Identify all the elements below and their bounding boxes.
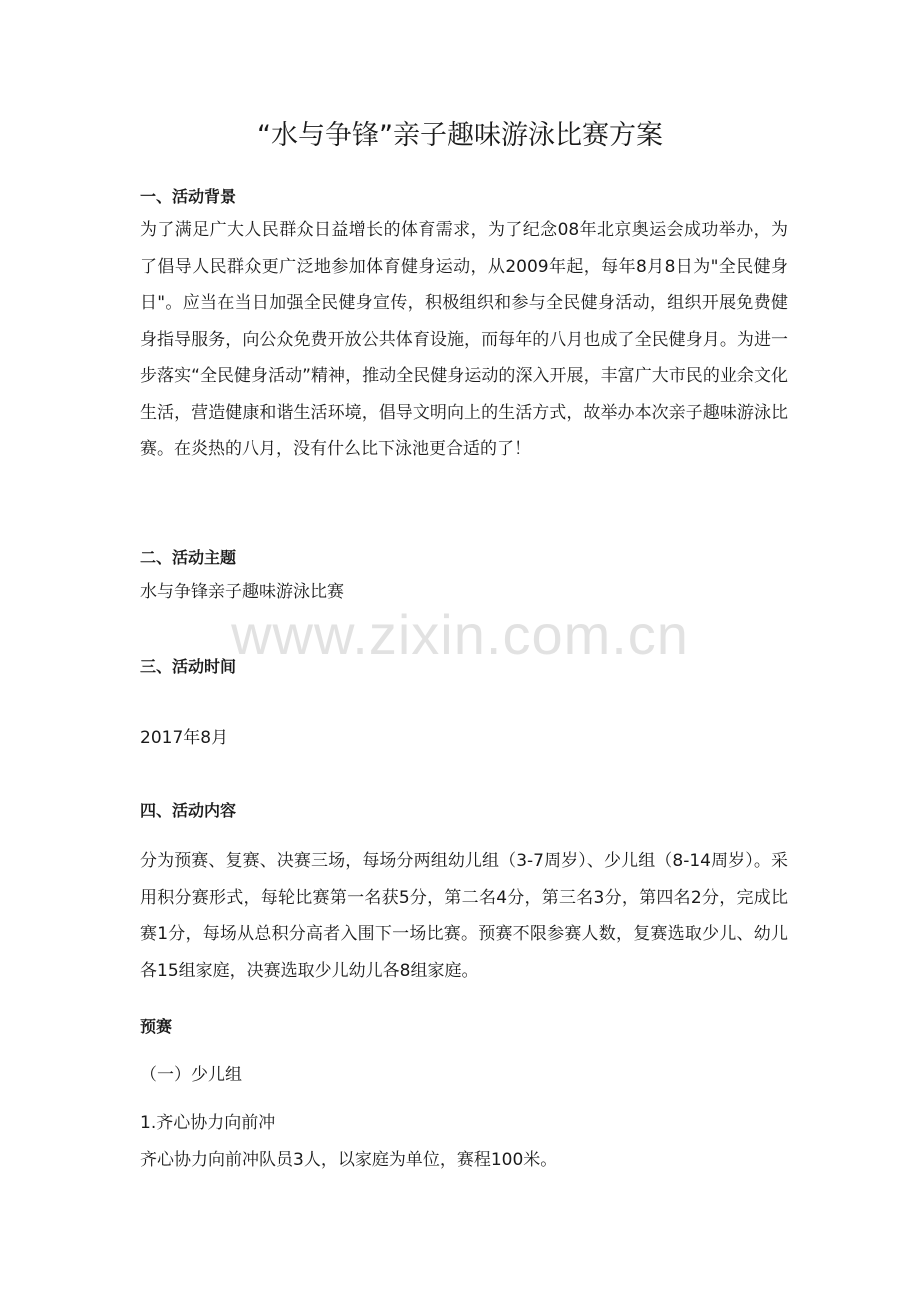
prelim-group-label: （一）少儿组 (140, 1065, 242, 1085)
section-body-background: 为了满足广大人民群众日益增长的体育需求，为了纪念08年北京奥运会成功举办，为了倡导人民群众更广泛地参加体育健身运动，从2009年起，每年8月8日为"全民健身日"。应当在当日加强全民健身宣传，积极组织和参与全民健身活动，组织开展免费健身指导服务，向公众免费开放公共体育设施，而每年的八月也成了全民健身月。为进一步落实“全民健身活动”精神，推动全民健身运动的深入开展，丰富广大市民的业余文化生活，营造健康和谐生活环境，倡导文明向上的生活方式，故举办本次亲子趣味游泳比赛。在炎热的八月，没有什么比下泳池更合适的了！ (140, 220, 788, 459)
subheading-prelim: 预赛 (140, 1017, 173, 1036)
prelim-item-body: 齐心协力向前冲队员3人，以家庭为单位，赛程100米。 (140, 1150, 558, 1170)
section-body-time: 2017年8月 (140, 728, 229, 748)
section-heading-content: 四、活动内容 (140, 801, 237, 820)
section-body-content: 分为预赛、复赛、决赛三场，每场分两组幼儿组（3-7周岁）、少儿组（8-14周岁）。采用积分赛形式，每轮比赛第一名获5分，第二名4分，第三名3分，第四名2分，完成比赛1分，每场从总积分高者入围下一场比赛。预赛不限参赛人数，复赛选取少儿、幼儿各15组家庭，决赛选取少儿幼儿各8组家庭。 (140, 851, 788, 981)
watermark: www.zixin.com.cn (231, 603, 689, 666)
document-title: “水与争锋”亲子趣味游泳比赛方案 (257, 120, 663, 151)
section-body-theme: 水与争锋亲子趣味游泳比赛 (140, 582, 344, 602)
section-heading-background: 一、活动背景 (140, 187, 237, 206)
section-heading-theme: 二、活动主题 (140, 548, 237, 567)
section-heading-time: 三、活动时间 (140, 657, 237, 676)
prelim-item-title: 1.齐心协力向前冲 (140, 1113, 276, 1133)
